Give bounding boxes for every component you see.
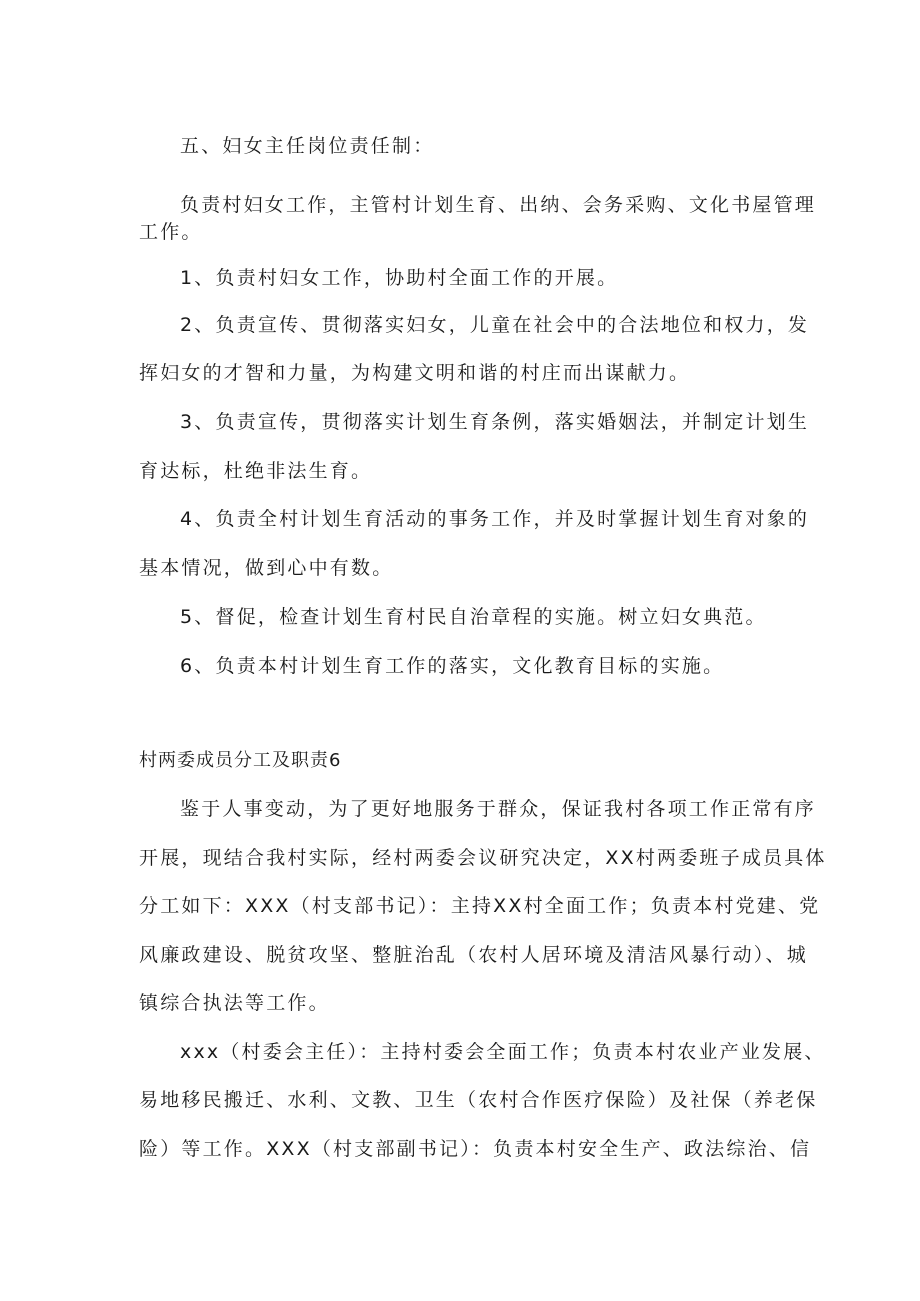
paragraph-line: 工作。 [139,221,203,243]
paragraph-line: 鉴于人事变动，为了更好地服务于群众，保证我村各项工作正常有序 [180,798,817,820]
paragraph-line: 镇综合执法等工作。 [139,992,330,1014]
list-item: 3、负责宣传，贯彻落实计划生育条例，落实婚姻法，并制定计划生 [180,411,810,433]
paragraph-line: 风廉政建设、脱贫攻坚、整脏治乱（农村人居环境及清洁风暴行动）、城 [139,944,808,966]
list-item: 5、督促，检查计划生育村民自治章程的实施。树立妇女典范。 [180,606,767,628]
list-item: 6、负责本村计划生育工作的落实，文化教育目标的实施。 [180,655,725,677]
list-item-continuation: 基本情况，做到心中有数。 [139,557,394,579]
paragraph-line: 易地移民搬迁、水利、文教、卫生（农村合作医疗保险）及社保（养老保 [139,1089,818,1111]
list-item-continuation: 育达标，杜绝非法生育。 [139,460,373,482]
list-item: 1、负责村妇女工作，协助村全面工作的开展。 [180,267,619,289]
paragraph-line: 分工如下：XXX（村支部书记）：主持XX村全面工作；负责本村党建、党 [139,895,821,917]
section-title: 村两委成员分工及职责6 [139,750,342,771]
paragraph-line: xxx（村委会主任）：主持村委会全面工作；负责本村农业产业发展、 [180,1041,826,1063]
list-item-continuation: 挥妇女的才智和力量，为构建文明和谐的村庄而出谋献力。 [139,362,691,384]
list-item: 2、负责宣传、贯彻落实妇女，儿童在社会中的合法地位和权力，发 [180,314,810,336]
paragraph-line: 开展，现结合我村实际，经村两委会议研究决定，XX村两委班子成员具体 [139,847,827,869]
list-item: 4、负责全村计划生育活动的事务工作，并及时掌握计划生育对象的 [180,508,810,530]
paragraph-line: 负责村妇女工作，主管村计划生育、出纳、会务采购、文化书屋管理 [180,194,817,216]
paragraph-line: 险）等工作。XXX（村支部副书记）：负责本村安全生产、政法综治、信 [139,1138,812,1160]
section-heading: 五、妇女主任岗位责任制： [180,135,435,157]
